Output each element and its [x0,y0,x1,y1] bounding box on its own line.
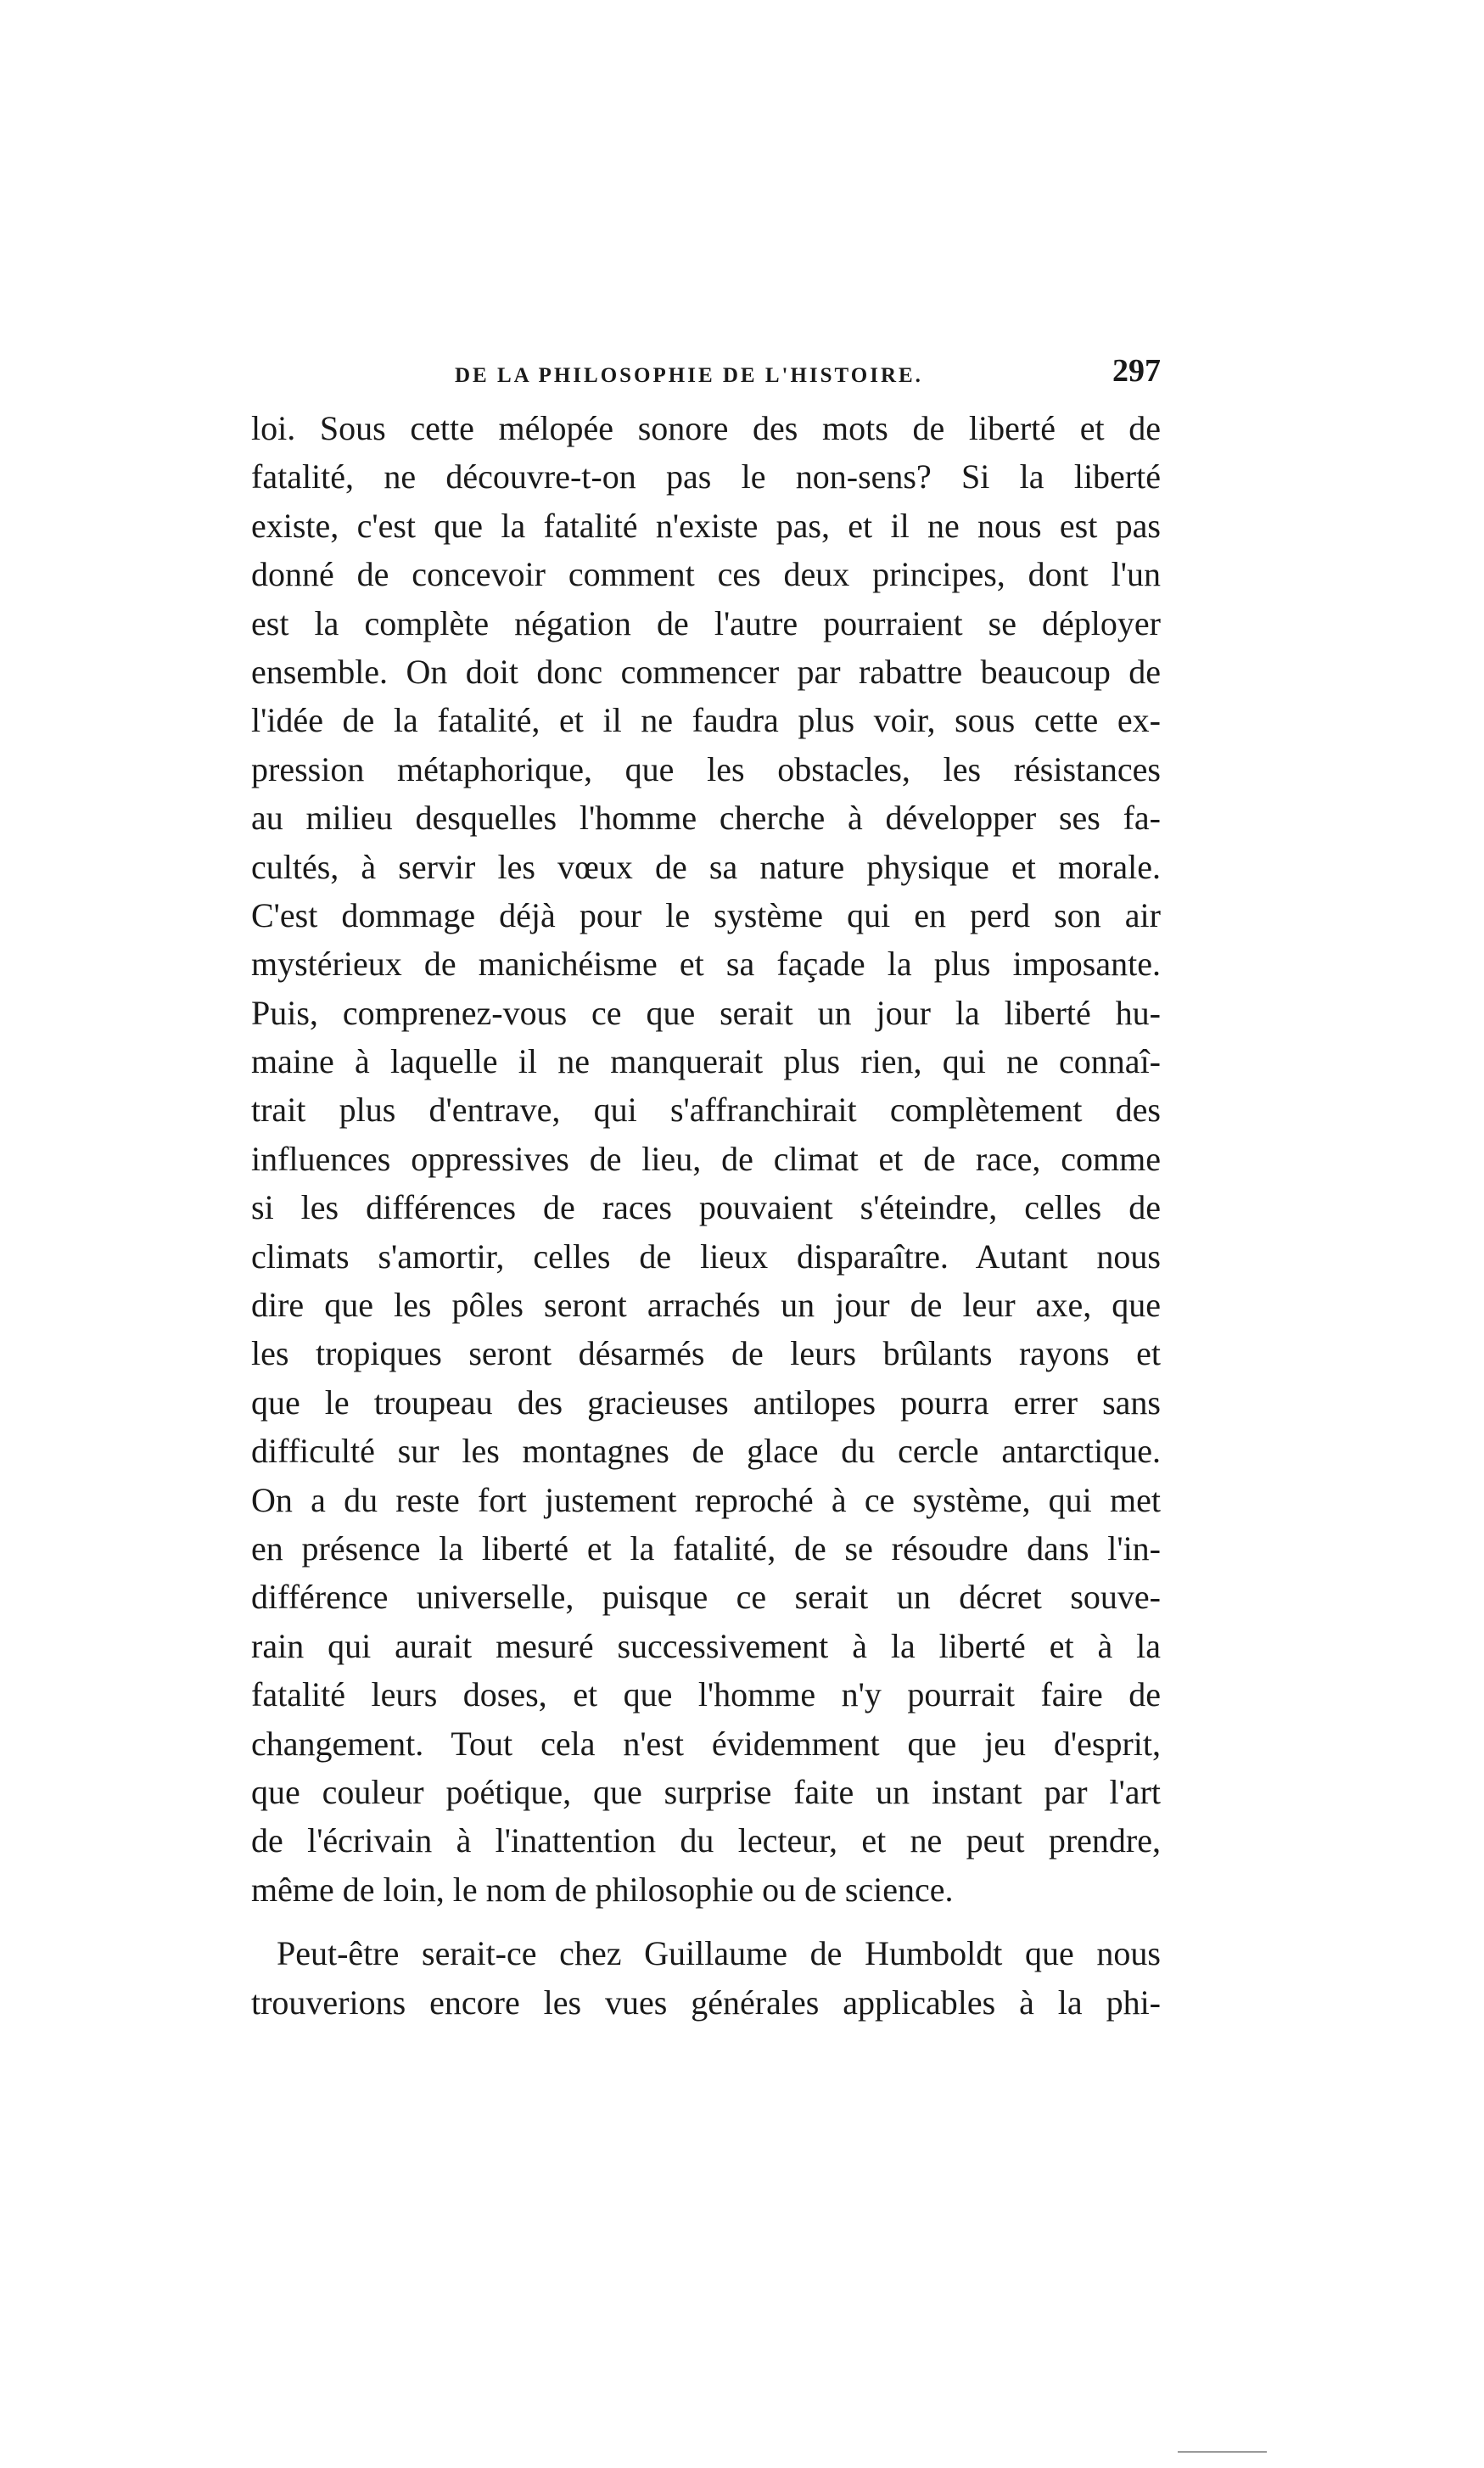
text-line: difficulté sur les montagnes de glace du cercle antarctique. [251,1432,1161,1471]
text-line: influences oppressives de lieu, de climat et de race, comme [251,1139,1161,1178]
paragraph-1 [251,404,1161,1914]
text-line: que couleur poétique, que surprise faite un instant par l'art [251,1772,1161,1811]
text-line: existe, c'est que la fatalité n'existe pas, et il ne nous est pas [251,506,1161,545]
text-line: de l'écrivain à l'inattention du lecteur, et ne peut prendre, [251,1821,1161,1860]
text-line: que le troupeau des gracieuses antilopes pourra errer sans [251,1383,1161,1422]
text-line: les tropiques seront désarmés de leurs brûlants rayons et [251,1334,1161,1373]
text-line: dire que les pôles seront arrachés un jour de leur axe, que [251,1286,1161,1325]
text-line: différence universelle, puisque ce serait un décret souve- [251,1578,1161,1617]
paragraph-2 [251,1929,1161,2027]
page-number: 297 [1112,353,1161,389]
text-line: fatalité, ne découvre-t-on pas le non-sens? Si la liberté [251,457,1161,496]
page-header [251,352,1161,400]
text-line: changement. Tout cela n'est évidemment que jeu d'esprit, [251,1724,1161,1763]
text-line: Puis, comprenez-vous ce que serait un jour la liberté hu- [251,993,1161,1032]
body-text [251,404,1161,2027]
text-line: cultés, à servir les vœux de sa nature physique et morale. [251,847,1161,886]
text-line: On a du reste fort justement reproché à ce système, qui met [251,1480,1161,1519]
text-line: en présence la liberté et la fatalité, de se résoudre dans l'in- [251,1528,1161,1568]
text-line: climats s'amortir, celles de lieux disparaître. Autant nous [251,1237,1161,1276]
paragraph-gap [251,1914,1161,1929]
text-line: maine à laquelle il ne manquerait plus rien, qui ne connaî- [251,1042,1161,1081]
text-line: donné de concevoir comment ces deux principes, dont l'un [251,555,1161,594]
text-line: rain qui aurait mesuré successivement à la liberté et à la [251,1626,1161,1665]
text-line: mystérieux de manichéisme et sa façade la plus imposante. [251,945,1161,984]
text-line: ensemble. On doit donc commencer par rabattre beaucoup de [251,652,1161,691]
text-line: même de loin, le nom de philosophie ou de science. [251,1870,954,1909]
footer-rule [1178,2451,1267,2453]
text-line: au milieu desquelles l'homme cherche à développer ses fa- [251,799,1161,838]
text-line: si les différences de races pouvaient s'éteindre, celles de [251,1188,1161,1227]
text-line: trait plus d'entrave, qui s'affranchirait complètement des [251,1091,1161,1130]
text-line: pression métaphorique, que les obstacles, les résistances [251,749,1161,788]
text-line: l'idée de la fatalité, et il ne faudra plus voir, sous cette ex- [251,701,1161,740]
text-line: trouverions encore les vues générales applicables à la phi- [251,1983,1161,2022]
text-line: fatalité leurs doses, et que l'homme n'y pourrait faire de [251,1675,1161,1714]
text-line: loi. Sous cette mélopée sonore des mots de liberté et de [251,409,1161,447]
running-title: DE LA PHILOSOPHIE DE L'HISTOIRE. [455,364,923,387]
text-line: C'est dommage déjà pour le système qui en perd son air [251,895,1161,934]
text-line: est la complète négation de l'autre pourraient se déployer [251,603,1161,642]
text-line: Peut-être serait-ce chez Guillaume de Humboldt que nous [277,1934,1161,1973]
